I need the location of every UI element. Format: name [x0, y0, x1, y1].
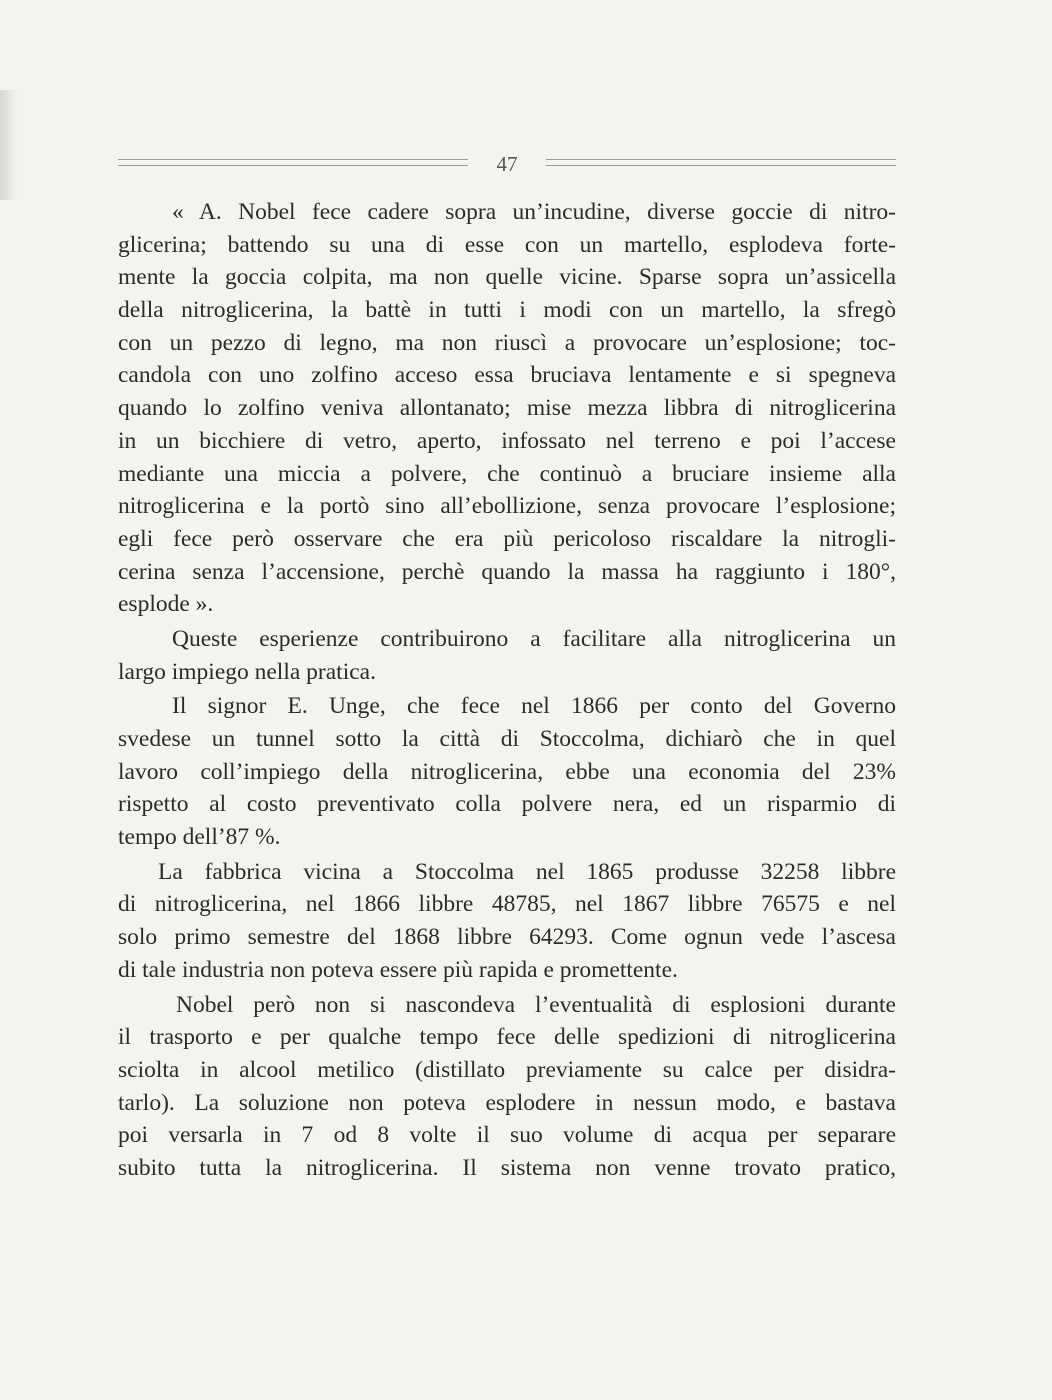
text-line: il trasporto e per qualche tempo fece delle spedizioni di nitroglicerina — [118, 1024, 896, 1051]
text-line: Il signor E. Unge, che fece nel 1866 per conto del Governo — [172, 693, 896, 720]
text-line: esplode ». — [118, 591, 214, 618]
text-line: egli fece però osservare che era più pericoloso riscaldare la nitrogli- — [118, 525, 896, 552]
page-number: 47 — [496, 152, 518, 176]
text-line: Queste esperienze contribuirono a facilitare alla nitroglicerina un — [172, 625, 896, 652]
text-line: svedese un tunnel sotto la città di Stoccolma, dichiarò che in quel — [118, 726, 896, 752]
text-line: solo primo semestre del 1868 libbre 64293. Come ognun vede l’ascesa — [118, 924, 896, 951]
text-line: di nitroglicerina, nel 1866 libbre 48785, nel 1867 libbre 76575 e nel — [118, 891, 896, 918]
text-line: candola con uno zolfino acceso essa bruciava lentamente e si spegneva — [118, 362, 896, 389]
text-line: in un bicchiere di vetro, aperto, infossato nel terreno e poi l’accese — [118, 427, 896, 454]
text-line: « A. Nobel fece cadere sopra un’incudine, diverse goccie di nitro- — [172, 199, 896, 225]
body-text — [118, 196, 896, 1185]
text-line: con un pezzo di legno, ma non riuscì a provocare un’esplosione; toc- — [118, 329, 896, 356]
text-line: cerina senza l’accensione, perchè quando la massa ha raggiunto i 180°, — [118, 558, 896, 585]
text-line: rispetto al costo preventivato colla polvere nera, ed un risparmio di — [118, 791, 896, 818]
page-edge-shadow — [0, 90, 18, 200]
text-line: glicerina; battendo su una di esse con un martello, esplodeva forte- — [118, 231, 896, 258]
text-line: Nobel però non si nascondeva l’eventualità di esplosioni durante — [176, 991, 896, 1018]
text-line: sciolta in alcool metilico (distillato previamente su calce per disidra- — [118, 1056, 896, 1083]
text-line: mediante una miccia a polvere, che continuò a bruciare insieme alla — [118, 460, 896, 487]
text-line: poi versarla in 7 od 8 volte il suo volume di acqua per separare — [118, 1122, 896, 1149]
text-line: largo impiego nella pratica. — [118, 658, 376, 685]
text-line: tempo dell’87 %. — [118, 824, 281, 851]
header-rule-right — [546, 159, 896, 166]
text-line: mente la goccia colpita, ma non quelle vicine. Sparse sopra un’assicella — [118, 264, 896, 291]
page-header — [118, 148, 896, 182]
text-line: della nitroglicerina, la battè in tutti i modi con un martello, la sfregò — [118, 297, 896, 324]
text-line: subito tutta la nitroglicerina. Il sistema non venne trovato pratico, — [118, 1154, 896, 1181]
text-line: di tale industria non poteva essere più rapida e promettente. — [118, 956, 678, 983]
text-line: quando lo zolfino veniva allontanato; mise mezza libbra di nitroglicerina — [118, 395, 896, 422]
text-line: tarlo). La soluzione non poteva esplodere in nessun modo, e bastava — [118, 1089, 896, 1116]
text-line: lavoro coll’impiego della nitroglicerina, ebbe una economia del 23% — [118, 758, 896, 785]
text-line: nitroglicerina e la portò sino all’ebollizione, senza provocare l’esplosione; — [118, 493, 896, 520]
text-line: La fabbrica vicina a Stoccolma nel 1865 produsse 32258 libbre — [158, 858, 896, 885]
